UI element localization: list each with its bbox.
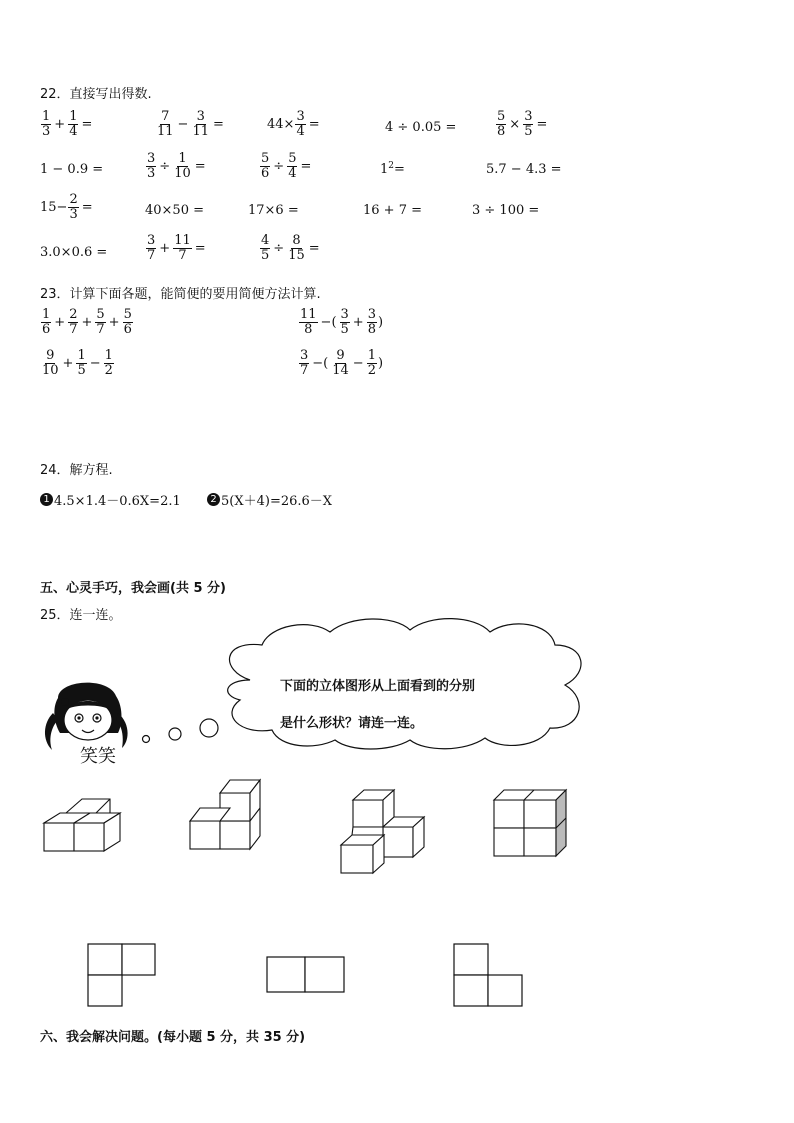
q22-r2-b: $\frac{3}{3}$ ÷ $\frac{1}{10}$ = <box>147 151 206 181</box>
q25-title: 25．连一连。 <box>40 608 122 623</box>
cloud-text-line-2: 是什么形状？请连一连。 <box>280 716 424 731</box>
top-view-1 <box>88 944 155 1006</box>
q22-r1-d: 4 ÷ 0.05 = <box>385 120 457 135</box>
circled-number-2: 2 <box>207 493 220 506</box>
q22-r1-b: 7 11 − $\frac{3}{11}$ = <box>157 109 224 139</box>
q22-r3-e: 3 ÷ 100 = <box>472 203 540 218</box>
q24-title: 24．解方程. <box>40 463 113 478</box>
q22-r1-c: 44× $\frac{3}{4}$ = <box>267 109 320 139</box>
q22-r1-e: $\frac{5}{8}$ × $\frac{3}{5}$ = <box>497 109 548 139</box>
q22-r4-b: 3 7 + $\frac{11}{7}$ = <box>147 233 206 263</box>
q22-r3-d: 16 + 7 = <box>363 203 422 218</box>
q23-expr-3: 9 10 + $\frac{1}{5}$ − $\frac{1}{2}$ <box>42 348 113 378</box>
q22-r1-a: 1 3 + $\frac{1}{4}$ = <box>42 109 93 139</box>
q22-r3-c: 17×6 = <box>248 203 299 218</box>
circled-number-1: 1 <box>40 493 53 506</box>
q22-r3-b: 40×50 = <box>145 203 205 218</box>
section-5-heading: 五、心灵手巧，我会画(共 5 分) <box>40 581 226 596</box>
q22-r2-d: 1 2 = <box>380 160 405 177</box>
q23-expr-2: 11 8 −( 3 5 + $\frac{3}{8}$ ) <box>300 307 384 337</box>
top-view-2 <box>267 957 344 992</box>
q24-equation-1: 1 4.5×1.4－0.6X=2.1 <box>40 490 181 509</box>
q22-r2-c: $\frac{5}{6}$ ÷ $\frac{5}{4}$ = <box>261 151 312 181</box>
q22-title: 22．直接写出得数. <box>40 87 152 102</box>
q23-expr-1: 1 6 + $\frac{2}{7}$ + $\frac{5}{7}$ + $\frac{5}{6}$ <box>42 307 132 337</box>
character-name-label: 笑笑 <box>80 746 116 767</box>
q22-r4-a: 3.0×0.6 = <box>40 245 108 260</box>
q22-r2-e: 5.7 − 4.3 = <box>486 162 562 177</box>
section-6-heading: 六、我会解决问题。(每小题 5 分，共 35 分) <box>40 1030 306 1045</box>
cloud-text-line-1: 下面的立体图形从上面看到的分别 <box>280 679 476 694</box>
q23-title: 23．计算下面各题，能简便的要用简便方法计算. <box>40 287 321 302</box>
q22-r3-a: 15− $\frac{2}{3}$ = <box>40 192 93 222</box>
q22-r2-a: 1 − 0.9 = <box>40 162 104 177</box>
q22-r4-c: $\frac{4}{5}$ ÷ $\frac{8}{15}$ = <box>261 233 320 263</box>
q23-expr-4: 3 7 −( 9 14 − $\frac{1}{2}$ ) <box>300 348 384 378</box>
top-view-3 <box>454 944 522 1006</box>
q24-equation-2: 2 5(X＋4)=26.6－X <box>207 490 332 509</box>
